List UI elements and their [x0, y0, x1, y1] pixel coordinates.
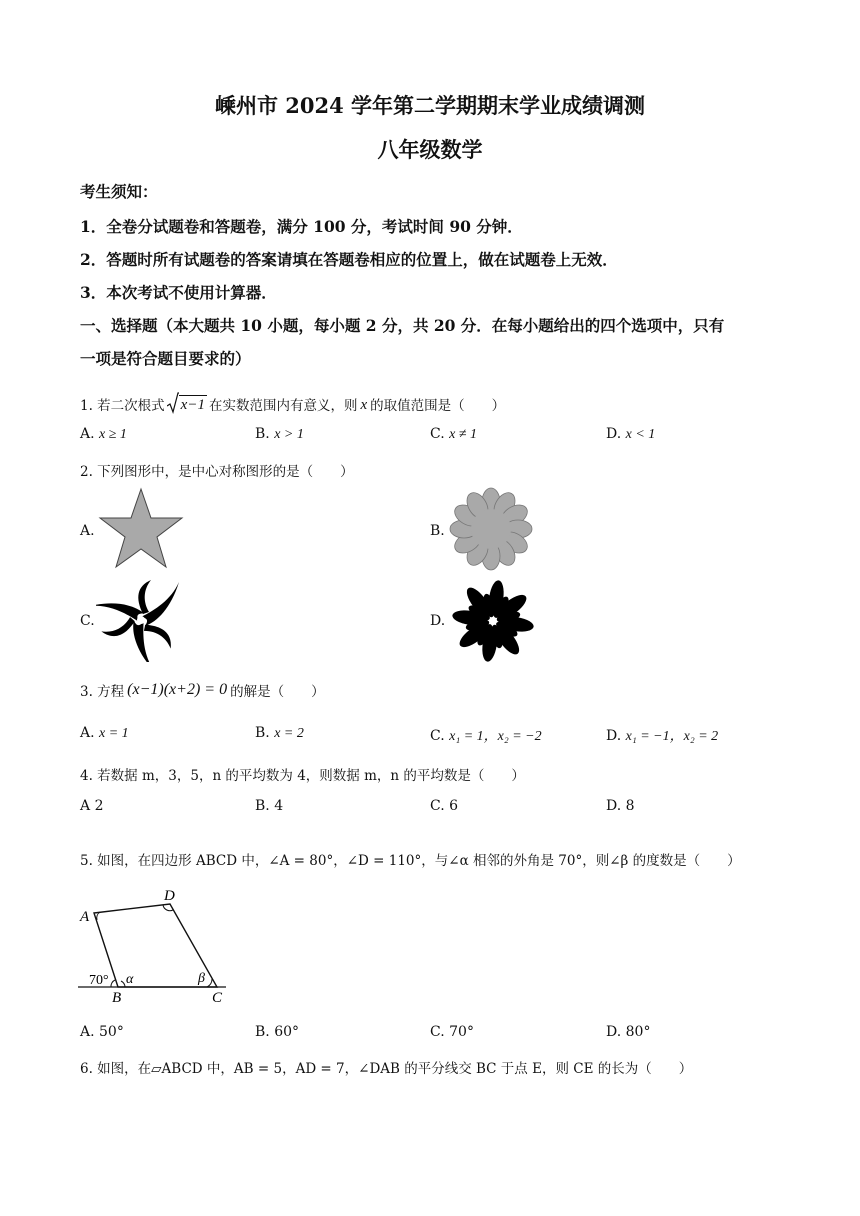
option-text: 60° — [274, 1024, 300, 1040]
option-label: B. — [255, 426, 270, 442]
option-text: x₁ = −1，x₂ = 2 — [625, 729, 719, 744]
option-text: x₁ = 1，x₂ = −2 — [449, 729, 542, 744]
option-label: B. — [255, 725, 270, 741]
option-label: B. — [255, 798, 270, 814]
q1-pre: 1. 若二次根式 — [80, 398, 165, 414]
option-label: D. — [606, 1024, 622, 1040]
option-label: D. — [606, 728, 622, 744]
q3-option-a[interactable] — [80, 725, 129, 742]
question-2-stem: 2. 下列图形中，是中心对称图形的是（ ） — [80, 464, 354, 480]
option-text: 8 — [625, 798, 635, 814]
question-4-stem: 4. 若数据 m，3，5，n 的平均数为 4，则数据 m，n 的平均数是（ ） — [80, 768, 525, 784]
option-label: C. — [430, 798, 445, 814]
q1-option-d[interactable] — [606, 426, 655, 443]
q3-option-d[interactable] — [606, 725, 718, 745]
question-6-stem: 6. 如图，在▱ABCD 中，AB = 5，AD = 7，∠DAB 的平分线交 BC 于点 E，则 CE 的长为（ ） — [80, 1061, 693, 1077]
option-text: x ≠ 1 — [449, 427, 478, 442]
q2-option-c-label[interactable]: C. — [80, 613, 95, 629]
sqrt-radical — [167, 392, 207, 414]
vertex-a-label: A — [80, 909, 90, 925]
q4-option-d[interactable] — [606, 798, 635, 814]
option-label: D. — [606, 798, 622, 814]
option-text: 4 — [274, 798, 284, 814]
q5-option-a[interactable] — [80, 1024, 124, 1040]
option-label: A. — [80, 725, 95, 741]
option-label: C. — [430, 426, 445, 442]
question-3-stem — [80, 680, 325, 700]
option-label: C. — [430, 728, 445, 744]
question-5-stem: 5. 如图，在四边形 ABCD 中，∠A = 80°，∠D = 110°，与∠α 相邻的外角是 70°，则∠β 的度数是（ ） — [80, 853, 741, 869]
quadrilateral-figure — [74, 884, 234, 1008]
q4-option-b[interactable] — [255, 798, 283, 814]
star-shape-icon — [98, 487, 184, 571]
option-label: A — [80, 798, 91, 814]
q1-var: x — [360, 397, 368, 413]
section-heading-line1: 一、选择题（本大题共 10 小题，每小题 2 分，共 20 分．在每小题给出的四个选项中，只有 — [80, 316, 725, 335]
swirl-shape-icon — [96, 578, 186, 662]
q3-equation: (x−1)(x+2) = 0 — [127, 681, 228, 698]
option-text: x > 1 — [274, 427, 304, 442]
q3-option-b[interactable] — [255, 725, 304, 742]
vertex-c-label: C — [212, 990, 223, 1006]
q1-mid: 在实数范围内有意义，则 — [208, 398, 358, 414]
vertex-d-label: D — [164, 888, 175, 904]
option-text: x = 2 — [274, 726, 304, 741]
exam-title: 嵊州市 2024 学年第二学期期末学业成绩调测 — [214, 93, 646, 118]
q1-option-a[interactable] — [80, 426, 127, 443]
section-heading-line2: 一项是符合题目要求的） — [80, 349, 251, 368]
exterior-angle-label: 70° — [89, 973, 109, 988]
option-label: D. — [606, 426, 622, 442]
exam-subtitle: 八年级数学 — [377, 137, 483, 162]
q1-option-c[interactable] — [430, 426, 477, 443]
option-text: 50° — [99, 1024, 124, 1040]
radical-icon — [167, 392, 179, 414]
option-label: A. — [80, 1024, 95, 1040]
notice-heading: 考生须知： — [80, 182, 158, 201]
flower-shape-icon — [449, 487, 533, 571]
option-label: C. — [430, 1024, 445, 1040]
q5-option-b[interactable] — [255, 1024, 299, 1040]
q2-option-b-label[interactable]: B. — [430, 523, 445, 539]
beta-label: β — [198, 971, 205, 986]
angle-beta-arc — [207, 979, 212, 987]
option-text: 70° — [449, 1024, 474, 1040]
option-text: x = 1 — [99, 726, 129, 741]
exterior-angle-arc — [111, 980, 115, 987]
vertex-b-label: B — [112, 990, 122, 1006]
notice-item-3: 3．本次考试不使用计算器． — [80, 283, 277, 302]
q5-option-d[interactable] — [606, 1024, 650, 1040]
option-text: x < 1 — [625, 427, 656, 442]
option-label: B. — [255, 1024, 270, 1040]
alpha-label: α — [126, 972, 134, 987]
q4-option-c[interactable] — [430, 798, 458, 814]
q3-option-c[interactable] — [430, 725, 542, 745]
leaf-burst-shape-icon — [450, 578, 536, 664]
angle-alpha-arc — [121, 981, 125, 987]
swirl-arm — [117, 615, 177, 662]
notice-item-2: 2．答题时所有试题卷的答案请填在答题卷相应的位置上，做在试题卷上无效． — [80, 250, 618, 269]
option-text: x ≥ 1 — [99, 427, 127, 442]
q4-option-a[interactable] — [80, 798, 104, 814]
question-1-stem — [80, 392, 505, 414]
option-text: 2 — [94, 798, 104, 814]
q2-option-d-label[interactable]: D. — [430, 613, 446, 629]
q2-option-a-label[interactable]: A. — [80, 523, 95, 539]
q5-option-c[interactable] — [430, 1024, 474, 1040]
q3-post: 的解是（ ） — [230, 684, 325, 700]
option-label: A. — [80, 426, 95, 442]
option-text: 6 — [449, 798, 459, 814]
q3-pre: 3. 方程 — [80, 684, 125, 700]
option-text: 80° — [625, 1024, 651, 1040]
notice-item-1: 1．全卷分试题卷和答题卷，满分 100 分，考试时间 90 分钟． — [80, 217, 523, 236]
q1-radicand: x−1 — [180, 397, 205, 413]
q1-option-b[interactable] — [255, 426, 304, 443]
q1-post: 的取值范围是（ ） — [370, 398, 506, 414]
